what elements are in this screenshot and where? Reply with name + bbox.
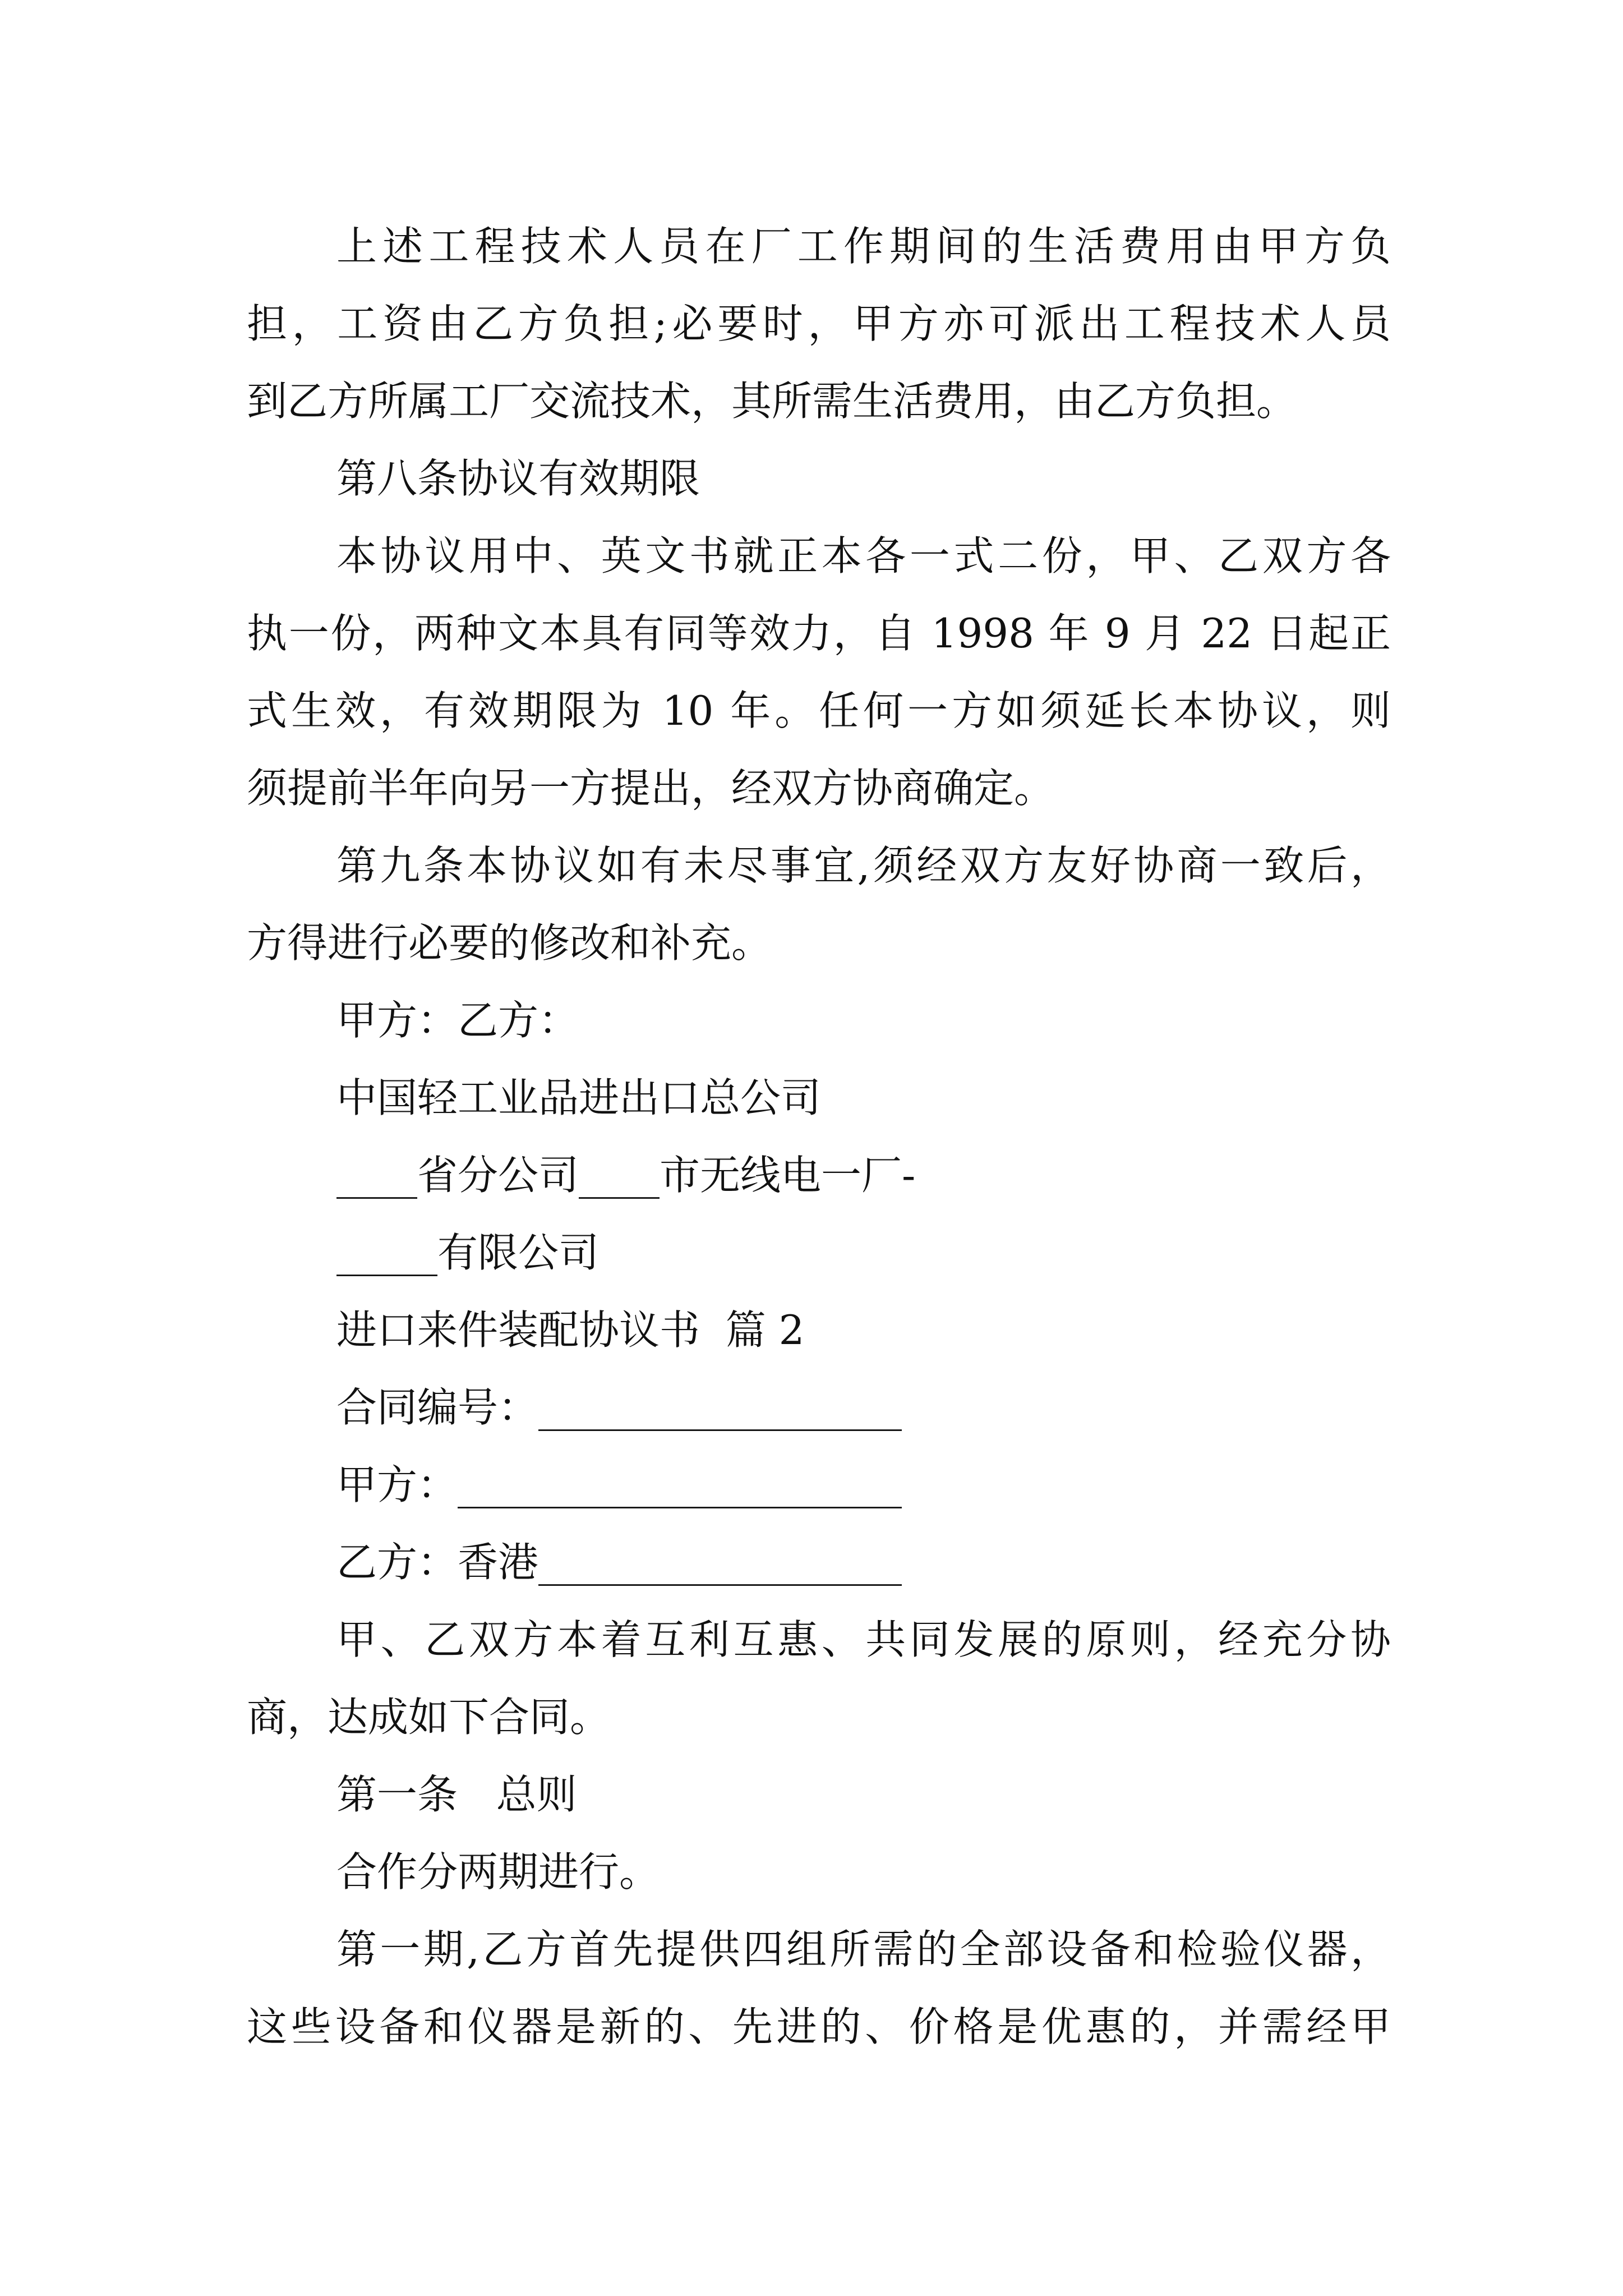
paragraph-line: 第一期,乙方首先提供四组所需的全部设备和检验仪器，	[336, 1926, 1391, 1973]
party-a-field: 甲方：______________________	[336, 1461, 902, 1508]
company-line: _____有限公司	[336, 1229, 600, 1276]
paragraph-line: 担，工资由乙方负担;必要时，甲方亦可派出工程技术人员	[247, 300, 1391, 347]
party-labels: 甲方：乙方：	[336, 997, 579, 1044]
paragraph-line: 须提前半年向另一方提出，经双方协商确定。	[247, 765, 1055, 812]
section-heading: 第八条协议有效期限	[336, 455, 700, 502]
section-heading: 第一条 总则	[336, 1771, 577, 1818]
paragraph-line: 合作分两期进行。	[336, 1848, 660, 1895]
paragraph-line: 执一份，两种文本具有同等效力，自 1998 年 9 月 22 日起正	[247, 610, 1391, 657]
paragraph-line: 式生效，有效期限为 10 年。任何一方如须延长本协议，则	[247, 687, 1391, 734]
paragraph-line: 这些设备和仪器是新的、先进的、价格是优惠的，并需经甲	[247, 2003, 1391, 2050]
contract-number-field: 合同编号：__________________	[336, 1384, 902, 1431]
paragraph-line: 上述工程技术人员在厂工作期间的生活费用由甲方负	[336, 223, 1391, 270]
paragraph-line: 本协议用中、英文书就正本各一式二份，甲、乙双方各	[336, 532, 1391, 579]
company-name: 中国轻工业品进出口总公司	[336, 1074, 822, 1121]
paragraph-line: 甲、乙双方本着互利互惠、共同发展的原则，经充分协	[336, 1616, 1391, 1663]
document-body	[247, 208, 1391, 2065]
paragraph-line: 商，达成如下合同。	[247, 1694, 611, 1741]
document-title: 进口来件装配协议书 篇 2	[336, 1306, 805, 1354]
paragraph-line: 方得进行必要的修改和补充。	[247, 919, 772, 967]
party-b-field: 乙方：香港__________________	[336, 1539, 902, 1586]
paragraph-line: 第九条本协议如有未尽事宜,须经双方友好协商一致后，	[336, 842, 1391, 889]
paragraph-line: 到乙方所属工厂交流技术，其所需生活费用，由乙方负担。	[247, 378, 1297, 425]
branch-line: ____省分公司____市无线电一厂-	[336, 1152, 916, 1199]
